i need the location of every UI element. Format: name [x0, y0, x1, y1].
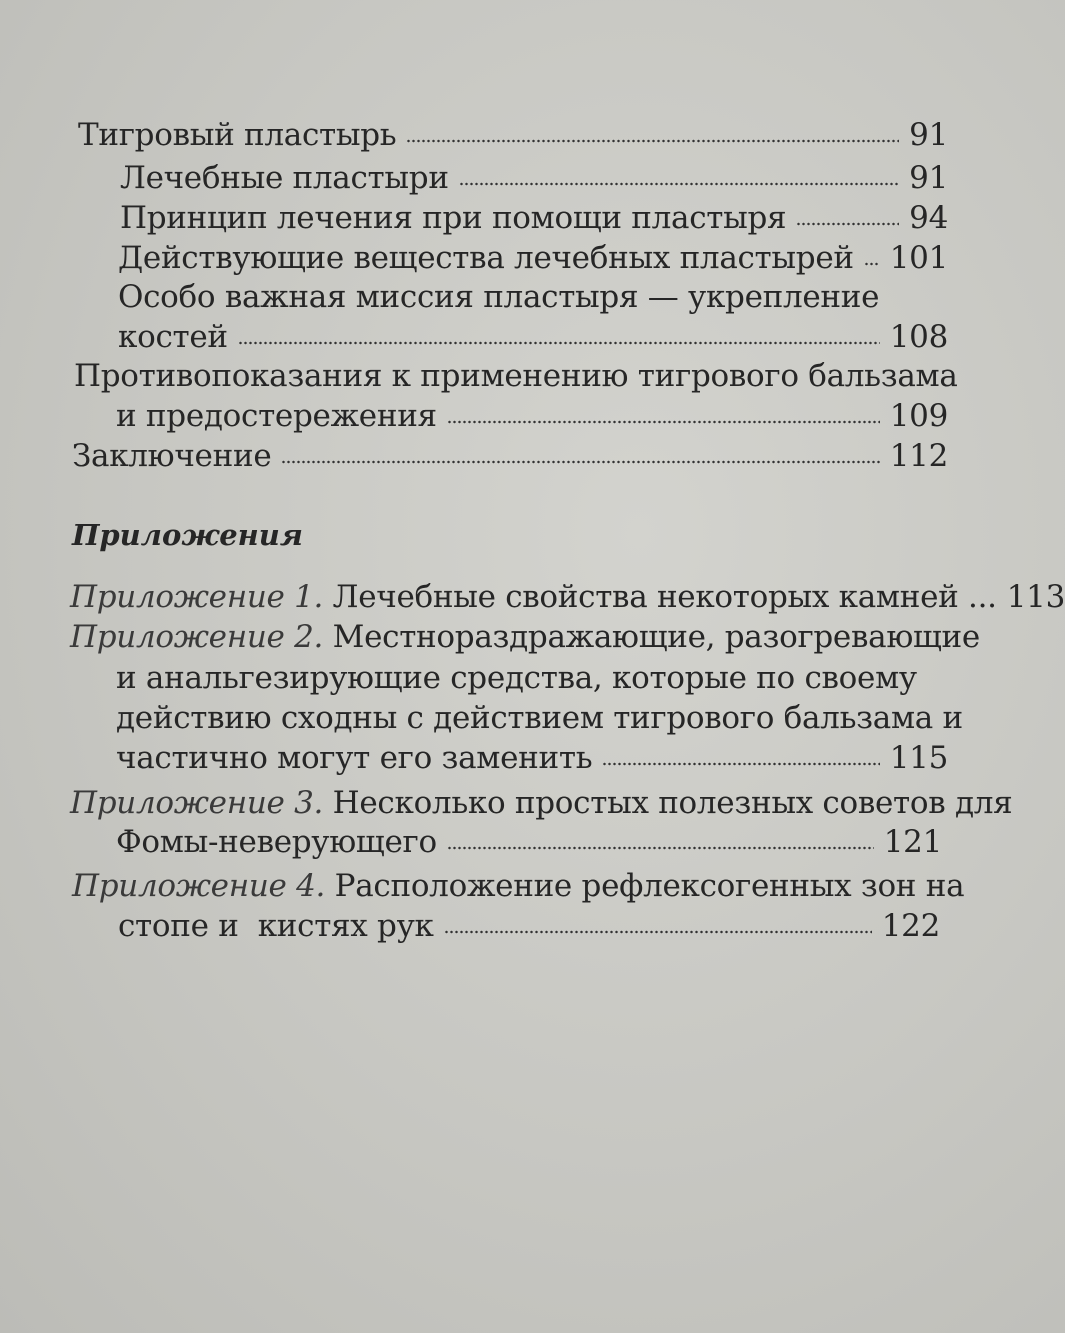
dot-leader — [406, 138, 899, 144]
appendix-entry-2-line1 — [70, 617, 980, 657]
toc-entry-title: Тигровый пластырь — [78, 117, 397, 153]
dot-leader — [447, 845, 874, 851]
toc-page-number: 94 — [909, 200, 948, 236]
toc-entry-title: Принцип лечения при помощи пластыря — [120, 200, 787, 236]
dot-leader — [281, 459, 879, 465]
toc-entry-title-line1: Противопоказания к применению тигрового бальзама — [74, 358, 958, 394]
appendix-title-text: Несколько простых полезных советов для — [332, 785, 1013, 821]
toc-entry-bone-strengthening — [118, 317, 948, 357]
appendices-heading: Приложения — [72, 518, 303, 552]
appendix-label: Приложение 3. — [70, 785, 324, 821]
toc-page-number: 122 — [881, 908, 940, 944]
toc-page-number: 109 — [889, 398, 948, 434]
dot-leader — [864, 261, 880, 267]
appendix-title-text: Лечебные свойства некоторых камней ... — [332, 579, 997, 615]
appendix-title-text: Фомы-неверующего — [116, 824, 437, 860]
toc-entry-title-line2: костей — [118, 319, 228, 355]
toc-entry-tiger-plaster — [78, 115, 948, 155]
toc-entry-title: Заключение — [72, 438, 272, 474]
appendix-entry-2-line4 — [116, 738, 948, 778]
toc-page-number: 91 — [909, 117, 948, 153]
toc-entry-title-line2: и предостережения — [116, 398, 437, 434]
dot-leader — [447, 419, 880, 425]
appendix-entry-3-line1 — [70, 783, 1012, 823]
toc-page-number: 115 — [889, 740, 948, 776]
toc-page-number: 112 — [889, 438, 948, 474]
appendix-label: Приложение 1. — [70, 579, 324, 615]
appendix-entry-4-line2 — [118, 906, 940, 946]
toc-entry-title-line1: Особо важная миссия пластыря — укрепление — [118, 279, 880, 315]
appendix-entry-2-line2: и анальгезирующие средства, которые по своему — [116, 660, 917, 696]
appendix-title — [70, 577, 997, 617]
dot-leader — [459, 181, 899, 187]
appendix-entry-4-line1 — [72, 866, 964, 906]
dot-leader — [796, 221, 899, 227]
toc-page-number: 113 — [1006, 579, 1065, 615]
dot-leader — [602, 761, 879, 767]
appendix-title-text: частично могут его заменить — [116, 740, 593, 776]
toc-entry-title: Действующие вещества лечебных пластырей — [118, 240, 854, 276]
appendix-label: Приложение 4. — [72, 868, 326, 904]
appendix-title-text: стопе и кистях рук — [118, 908, 434, 944]
toc-page-number: 108 — [889, 319, 948, 355]
appendix-title-text: Расположение рефлексогенных зон на — [334, 868, 965, 904]
appendix-title-text: Местнораздражающие, разогревающие — [332, 619, 980, 655]
dot-leader — [444, 929, 872, 935]
appendix-label: Приложение 2. — [70, 619, 324, 655]
toc-entry-conclusion — [72, 436, 948, 476]
toc-page-number: 91 — [909, 160, 948, 196]
appendix-entry-3-line2 — [116, 822, 942, 862]
toc-entry-contraindications — [116, 396, 948, 436]
appendix-entry-2-line3: действию сходны с действием тигрового бальзама и — [116, 700, 963, 736]
toc-page-number: 101 — [889, 240, 948, 276]
appendix-entry-1 — [70, 577, 1065, 617]
toc-page-number: 121 — [883, 824, 942, 860]
toc-entry-title: Лечебные пластыри — [120, 160, 449, 196]
toc-entry-active-substances — [118, 238, 948, 278]
toc-entry-treatment-principle — [120, 198, 948, 238]
toc-entry-medical-plasters — [120, 158, 948, 198]
dot-leader — [238, 340, 880, 346]
